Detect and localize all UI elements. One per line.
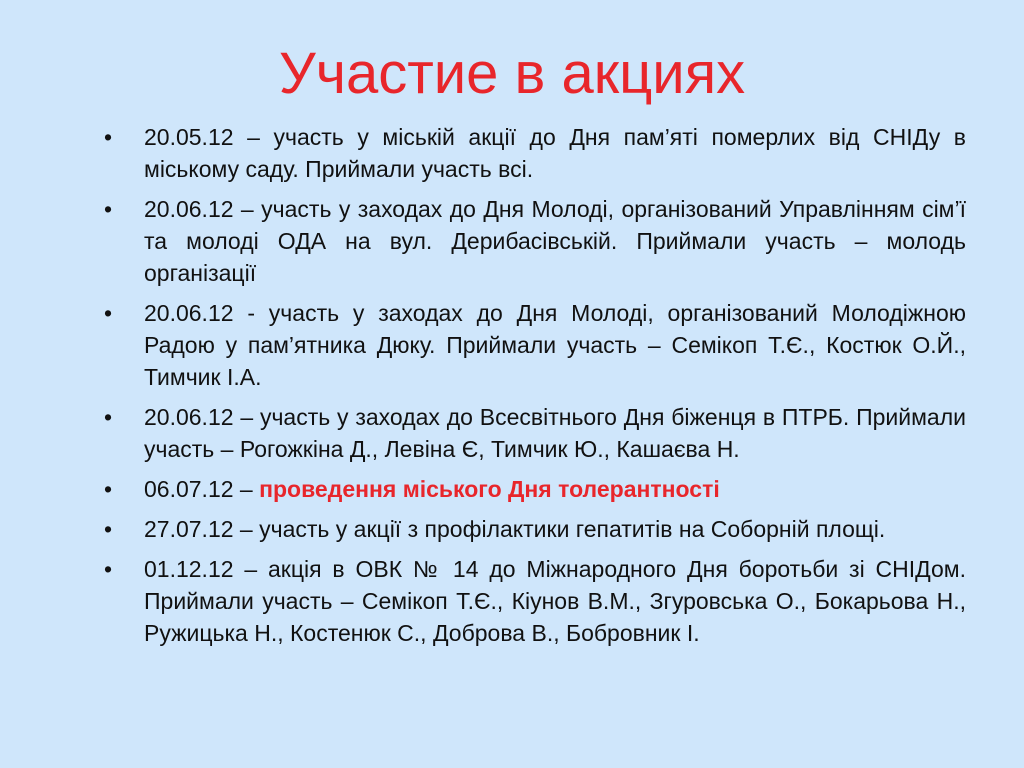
list-item (104, 473, 966, 505)
list-item-text: 20.06.12 - участь у заходах до Дня Молоді, організований Молодіжною Радою у пам’ятника Дюку. Приймали участь – Семікоп Т.Є., Костюк О.Й., Тимчик І.А. (144, 300, 966, 390)
bullet-icon: • (104, 516, 113, 542)
list-item (104, 401, 966, 465)
tolerance-day-highlight: проведення міського Дня толерантності (259, 476, 720, 502)
bullet-icon: • (104, 556, 113, 582)
list-item-text: 20.06.12 – участь у заходах до Дня Молоді, організований Управлінням сім’ї та молоді ОДА на вул. Дерибасівській. Приймали участь – молодь організації (144, 196, 966, 286)
bullet-icon: • (104, 476, 113, 502)
list-item (104, 297, 966, 393)
bullet-list (104, 121, 966, 657)
list-item (104, 513, 966, 545)
list-item (104, 121, 966, 185)
list-item-date: 06.07.12 – (144, 476, 260, 502)
list-item-text: 27.07.12 – участь у акції з профілактики гепатитів на Соборній площі. (144, 516, 886, 542)
bullet-icon: • (104, 124, 113, 150)
list-item-text: 01.12.12 – акція в ОВК № 14 до Міжнародного Дня боротьби зі СНІДом. Приймали участь – Семікоп Т.Є., Кіунов В.М., Згуровська О., Бокарьова Н., Ружицька Н., Костенюк С., Доброва В., Бобровник І. (144, 556, 966, 646)
bullet-icon: • (104, 196, 113, 222)
slide-title: Участие в акциях (278, 41, 746, 106)
list-item-text: 20.05.12 – участь у міській акції до Дня пам’яті померлих від СНІДу в міському саду. Приймали участь всі. (144, 124, 966, 182)
list-item (104, 553, 966, 649)
list-item (104, 193, 966, 289)
bullet-icon: • (104, 300, 113, 326)
bullet-icon: • (104, 404, 113, 430)
list-item-text: 20.06.12 – участь у заходах до Всесвітнього Дня біженця в ПТРБ. Приймали участь – Рогожкіна Д., Левіна Є, Тимчик Ю., Кашаєва Н. (144, 404, 966, 462)
